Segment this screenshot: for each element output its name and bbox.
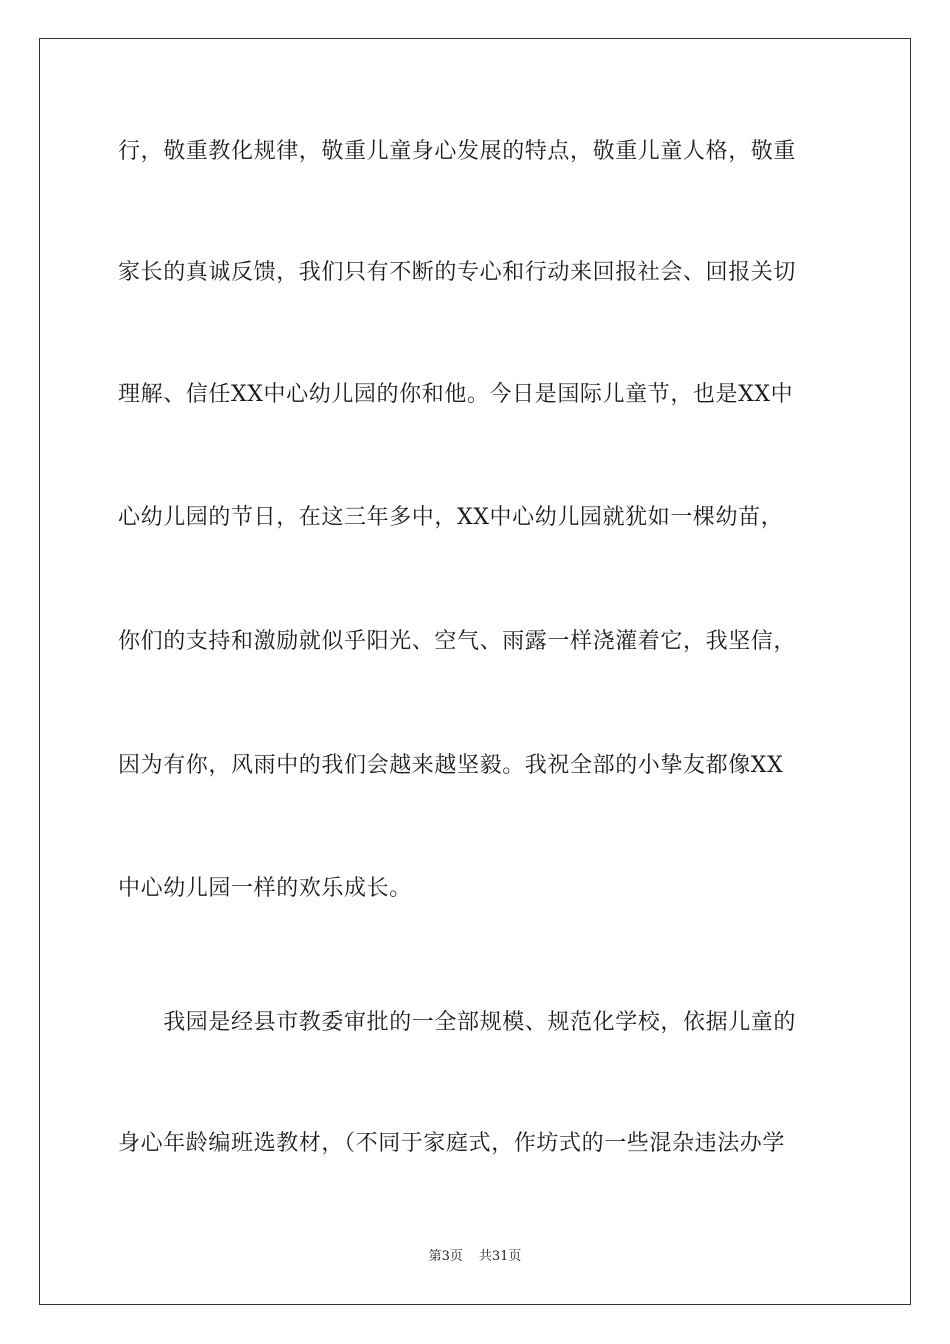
text-line-3: 理解、信任XX中心幼儿园的你和他。今日是国际儿童节，也是XX中 [118, 382, 794, 407]
text-line-2: 家长的真诚反馈，我们只有不断的专心和行动来回报社会、回报关切 [118, 260, 797, 285]
text-line-6: 因为有你，风雨中的我们会越来越坚毅。我祝全部的小挚友都像XX [118, 753, 784, 778]
text-line-1: 行，敬重教化规律，敬重儿童身心发展的特点，敬重儿童人格，敬重 [118, 139, 797, 164]
text-line-5: 你们的支持和激励就似乎阳光、空气、雨露一样浇灌着它，我坚信， [118, 629, 797, 654]
text-line-8: 我园是经县市教委审批的一全部规模、规范化学校，依据儿童的 [118, 1010, 797, 1035]
text-line-7: 中心幼儿园一样的欢乐成长。 [118, 876, 412, 901]
page-border [39, 38, 911, 1305]
text-line-9: 身心年龄编班选教材，（不同于家庭式，作坊式的一些混杂违法办学 [118, 1131, 786, 1156]
total-pages: 共31页 [478, 1249, 522, 1264]
page-number: 第3页 [428, 1249, 463, 1264]
page-footer [0, 1248, 950, 1266]
text-line-4: 心幼儿园的节日，在这三年多中，XX中心幼儿园就犹如一棵幼苗， [118, 505, 784, 530]
